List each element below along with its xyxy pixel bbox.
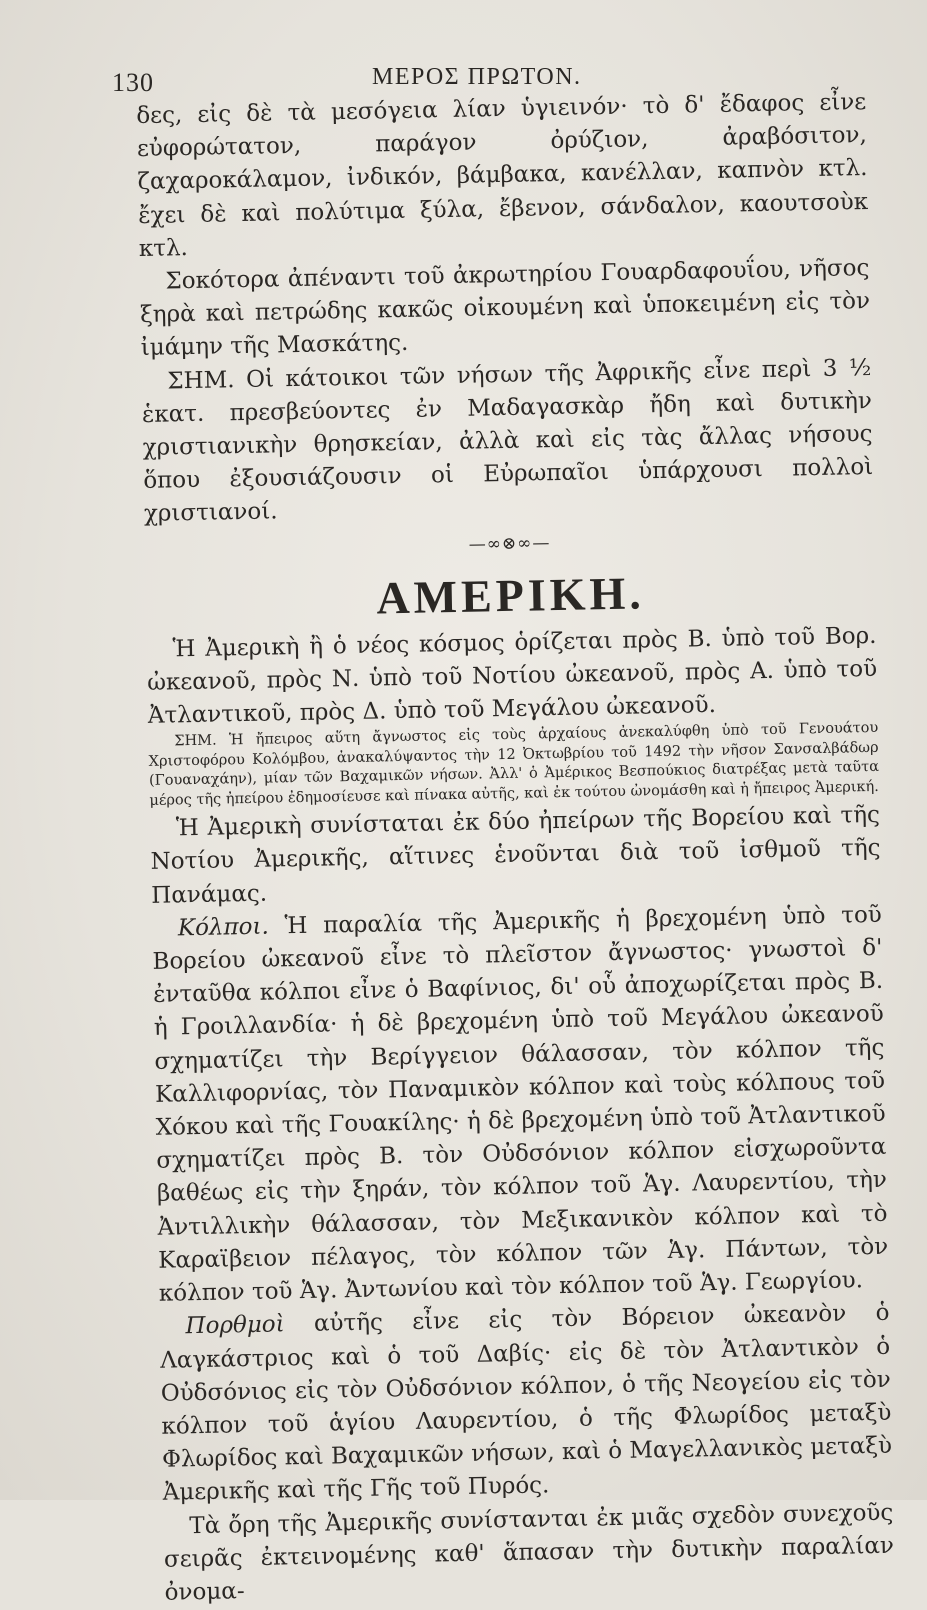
page-number: 130 (112, 68, 154, 97)
ornamental-divider: —∞⊗∞— (468, 532, 551, 555)
straits-text: αὐτῆς εἶνε εἰς τὸν Βόρειον ὠκεανὸν ὁ Λαγκάστριος καὶ ὁ τοῦ Δαβίς· εἰς δὲ τὸν Ἀτλαντικὸν ὁ Οὐδσόνιος εἰς τὸν Οὐδσόνιον κόλπον, ὁ τῆς Νεογείου εἰς τὸν κόλπον τοῦ ἁγίου Λαυρεντίου, ὁ τῆς Φλωρίδος μεταξὺ Φλωρίδος καὶ Βαχαμικῶν νήσων, καὶ ὁ Μαγελλανικὸς μεταξὺ Ἀμερικῆς καὶ τῆς Γῆς τοῦ Πυρός. (159, 1300, 893, 1507)
paragraph-america-borders: Ἡ Ἀμερικὴ ἢ ὁ νέος κόσμος ὁρίζεται πρὸς Β. ὑπὸ τοῦ Βορ. ὠκεανοῦ, πρὸς Ν. ὑπὸ τοῦ Νοτίου ὠκεανοῦ, πρὸς Α. ὑπὸ τοῦ Ἀτλαντικοῦ, πρὸς Δ. ὑπὸ τοῦ Μεγάλου ὠκεανοῦ. (146, 622, 878, 729)
paragraph-mountains: Τὰ ὄρη τῆς Ἀμερικῆς συνίστανται ἐκ μιᾶς σχεδὸν συνεχοῦς σειρᾶς ἐκτεινομένης καθ' ἅπασαν τὴν δυτικὴν παραλίαν ὀνομα- (163, 1499, 895, 1606)
running-head: ΜΕΡΟΣ ΠΡΩΤΟΝ. (372, 64, 582, 90)
paragraph-socotra: Σοκότορα ἀπέναντι τοῦ ἀκρωτηρίου Γουαρδαφουΐου, νῆσος ξηρὰ καὶ πετρώδης κακῶς οἰκουμένη καὶ ὑποκειμένη εἰς τὸν ἰμάμην τῆς Μασκάτης. (139, 254, 871, 362)
paragraph-africa-produce: δες, εἰς δὲ τὰ μεσόγεια λίαν ὑγιεινόν· τὸ δ' ἔδαφος εἶνε εὐφορώτατον, παράγον ὀρύζιον, ἀραβόσιτον, ζαχαροκάλαμον, ἰνδικόν, βάμβακα, κανέλλαν, καπνὸν κτλ. ἔχει δὲ καὶ πολύτιμα ξύλα, ἔβενον, σάνδαλον, καουτσοὺκ κτλ. (136, 88, 869, 262)
page-body (136, 86, 895, 1610)
section-title: ΑΜΕΡΙΚΗ. (375, 566, 646, 624)
gulfs-text: Ἡ παραλία τῆς Ἀμερικῆς ἡ βρεχομένη ὑπὸ τοῦ Βορείου ὠκεανοῦ εἶνε τὸ πλεῖστον ἄγνωστος· γνωστοὶ δ' ἐνταῦθα κόλποι εἶνε ὁ Βαφίνιος, δι' οὗ ἀποχωρίζεται πρὸς Β. ἡ Γροιλλανδία· ἡ δὲ βρεχομένη ὑπὸ τοῦ Μεγάλου ὠκεανοῦ σχηματίζει τὴν Βερίγγειον θάλασσαν, τὸν κόλπον τῆς Καλλιφορνίας, τὸν Παναμικὸν κόλπον καὶ τοὺς κόλπους τοῦ Χόκου καὶ τῆς Γουακίλης· ἡ δὲ βρεχομένη ὑπὸ τοῦ Ἀτλαντικοῦ σχηματίζει πρὸς Β. τὸν Οὐδσόνιον κόλπον εἰσχωροῦντα βαθέως εἰς τὴν ξηράν, τὸν κόλπον τοῦ Ἁγ. Λαυρεντίου, τὴν Ἀντιλλικὴν θάλασσαν, τὸν Μεξικανικὸν κόλπον καὶ τὸ Καραϊβειον πέλαγος, τὸν κόλπον τῶν Ἁγ. Πάντων, τὸν κόλπον τοῦ Ἁγ. Ἀντωνίου καὶ τὸν κόλπον τοῦ Ἁγ. Γεωργίου. (152, 901, 889, 1307)
paragraph-continents: Ἡ Ἀμερικὴ συνίσταται ἐκ δύο ἠπείρων τῆς Βορείου καὶ τῆς Νοτίου Ἀμερικῆς, αἵτινες ἑνοῦνται διὰ τοῦ ἰσθμοῦ τῆς Πανάμας. (150, 802, 881, 909)
paragraph-straits (159, 1297, 893, 1510)
paragraph-gulfs (152, 899, 890, 1311)
note-discovery: ΣΗΜ. Ἡ ἤπειρος αὕτη ἄγνωστος εἰς τοὺς ἀρχαίους ἀνεκαλύφθη ὑπὸ τοῦ Γενουάτου Χριστοφόρου Κολόμβου, ἀνακαλύψαντος τὴν 12 Ὀκτωβρίου τοῦ 1492 τὴν νῆσον Σανσαλβάδωρ (Γουαναχάην), μίαν τῶν Βαχαμικῶν νήσων. Ἀλλ' ὁ Ἀμέρικος Βεσπούκιος διατρέξας μετὰ ταῦτα μέρος τῆς ἠπείρου ἐδημοσίευσε καὶ πίνακα αὐτῆς, καὶ ἐκ τούτου ὠνομάσθη καὶ ἡ ἤπειρος Ἀμερική. (148, 720, 880, 809)
straits-label: Πορθμοὶ (185, 1311, 285, 1340)
note-africa-islands: ΣΗΜ. Οἱ κάτοικοι τῶν νήσων τῆς Ἀφρικῆς εἶνε περὶ 3 ½ ἑκατ. πρεσβεύοντες ἐν Μαδαγασκὰρ ἤδη καὶ δυτικὴν χριστιανικὴν θρησκείαν, ἀλλὰ καὶ εἰς τὰς ἄλλας νήσους ὅπου ἐξουσιάζουσιν οἱ Εὐρωπαῖοι ὑπάρχουσι πολλοὶ χριστιανοί. (141, 354, 874, 528)
gulfs-label: Κόλποι. (177, 913, 270, 942)
